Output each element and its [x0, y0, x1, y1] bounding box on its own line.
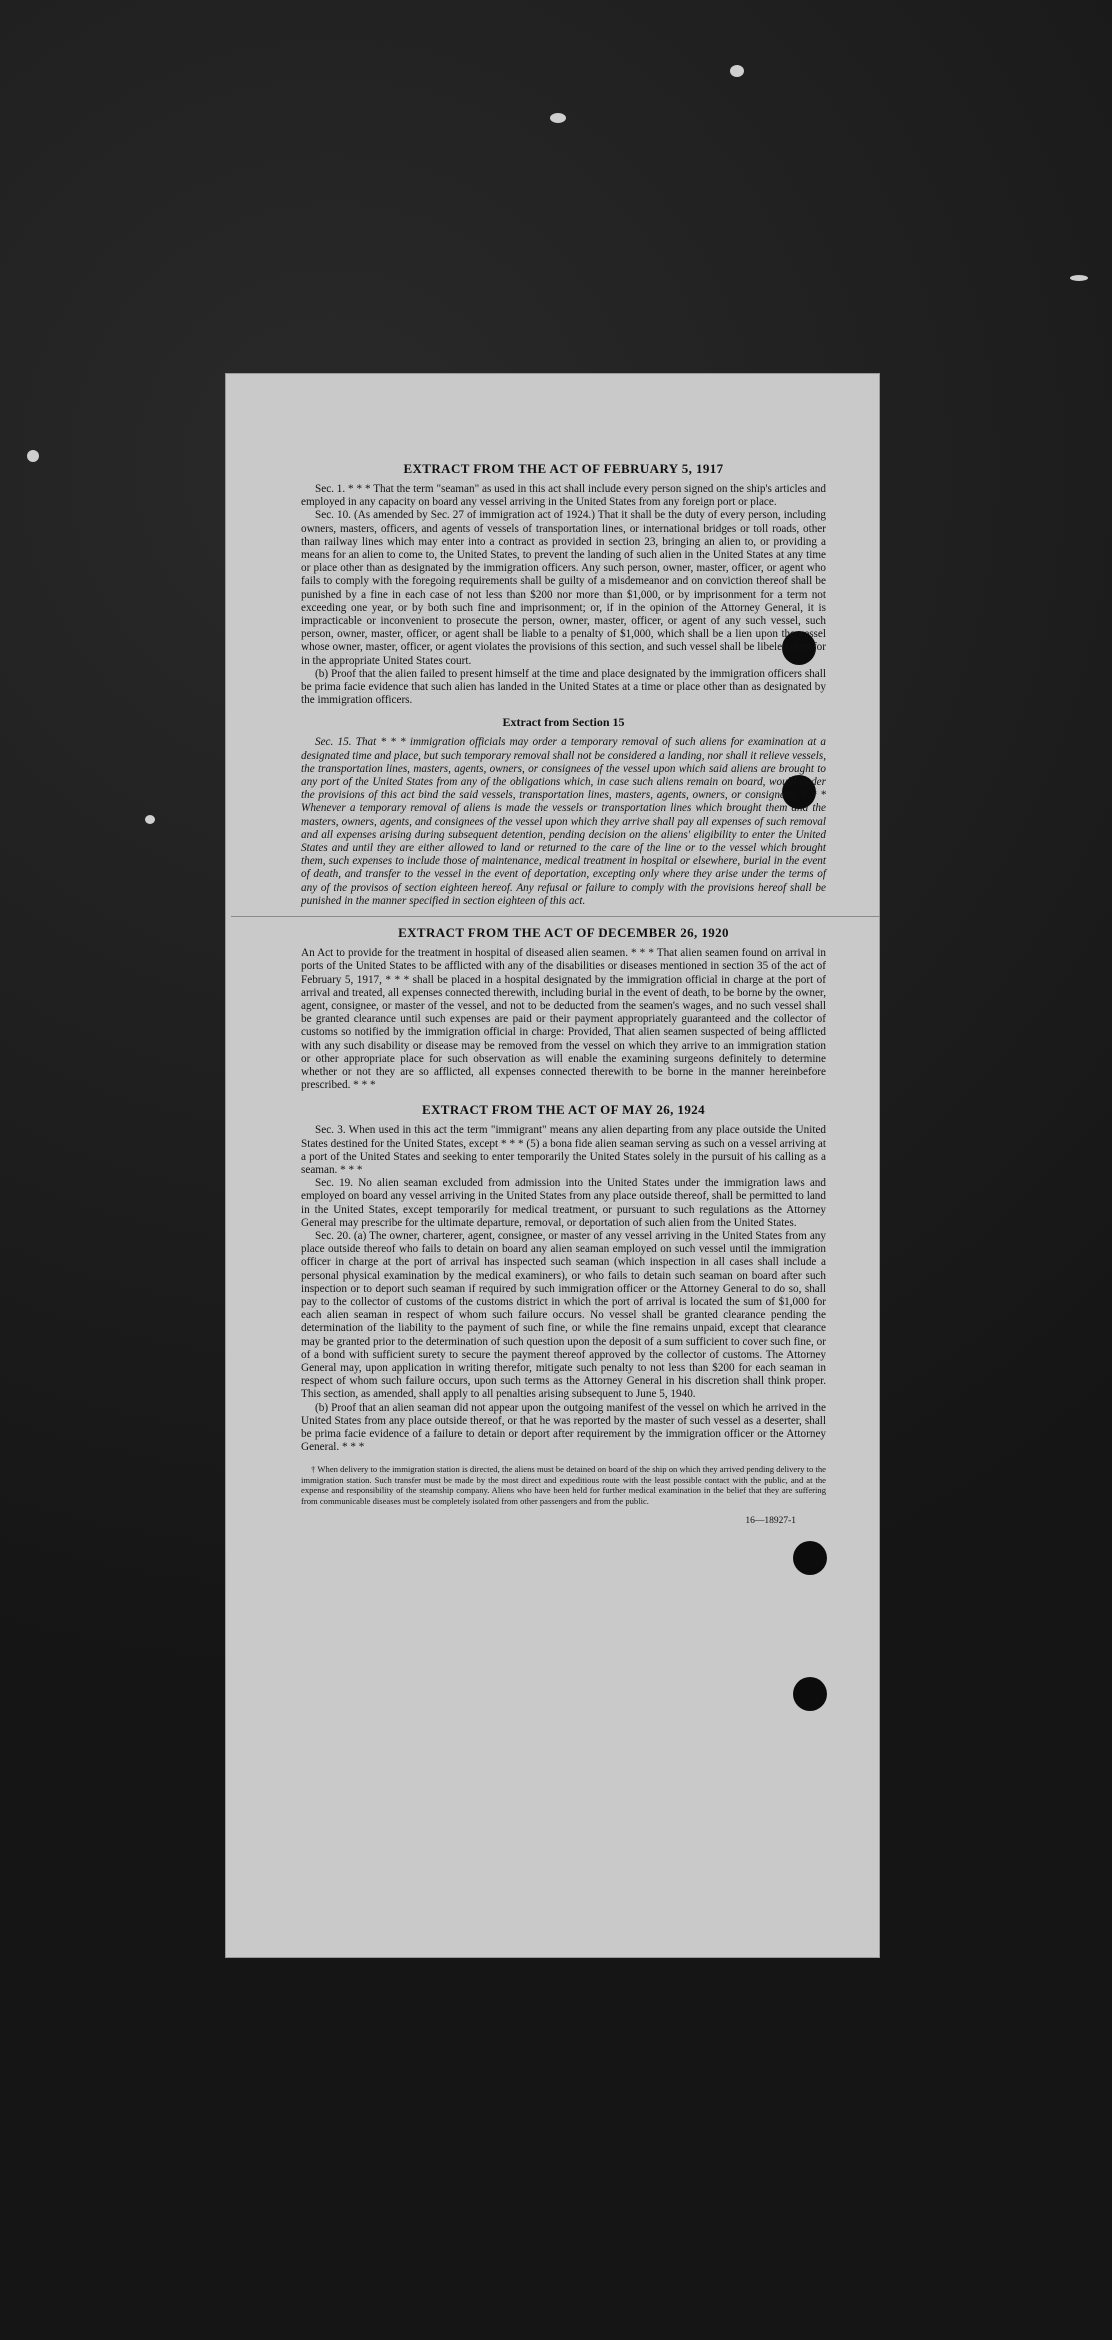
paragraph-act-1920: An Act to provide for the treatment in hospital of diseased alien seamen. * * * That alien seamen found on arrival in ports of the United States to be afflicted with any of the disabilities or diseases mentioned in section 35 of the act of February 5, 1917, * * * shall be placed in a hospital designated by the immigration official in charge at the port of arrival and treated, all expenses connected therewith, including burial in the event of death, to be borne by the owner, agent, consignee, or master of the vessel, and not to be deducted from the seamen's wages, and no such vessel shall be granted clearance until such expenses are paid or their payment appropriately guaranteed and the collector of customs so notified by the immigration official in charge: Provided, That alien seamen suspected of being afflicted with any such disability or disease may be removed from the vessel on which they arrive to an immigration station or other appropriate place for such observation as will enable the examining surgeons definitely to determine whether or not they are so afflicted, all expenses connected therewith to be borne in the manner hereinbefore prescribed. * * * [301, 947, 826, 1092]
punch-hole [793, 1677, 827, 1711]
paragraph-sec10b: (b) Proof that the alien failed to present himself at the time and place designated by the immigration officers shall be prima facie evidence that such alien has landed in the United States at a time or place other than as designated by the immigration officers. [301, 667, 826, 707]
section-15-block [301, 736, 826, 908]
paragraph-sec3: Sec. 3. When used in this act the term "immigrant" means any alien departing from any place outside the United States destined for the United States, except * * * (5) a bona fide alien seaman serving as such on a vessel arriving at a port of the United States and seeking to enter temporarily the United States solely in the pursuit of his calling as a seaman. * * * [301, 1124, 826, 1176]
heading-act-1917: EXTRACT FROM THE ACT OF FEBRUARY 5, 1917 [403, 461, 724, 476]
scan-dust-speck [1070, 275, 1088, 281]
scan-dust-speck [145, 815, 155, 824]
fold-line [231, 916, 880, 917]
heading-act-1924: EXTRACT FROM THE ACT OF MAY 26, 1924 [421, 1102, 706, 1118]
paragraph-sec20a: Sec. 20. (a) The owner, charterer, agent, consignee, or master of any vessel arriving in the United States from any place outside thereof who fails to detain on board any alien seaman employed on such vessel until the immigration officer in charge at the port of arrival has inspected such seaman (which inspection in all cases shall include a personal physical examination by the medical examiners), or who fails to detain such seaman on board after such inspection or to deport such seaman if required by such immigration officer or the Attorney General to do so, shall pay to the collector of customs of the customs district in which the port of arrival is located the sum of $1,000 for each alien seaman in respect of whom such failure occurs. No vessel shall be granted clearance pending the determination of the liability to the payment of such fine, or while the fine remains unpaid, except that clearance may be granted prior to the determination of such question upon the deposit of a sum sufficient to cover such fine, or of a bond with sufficient surety to secure the payment thereof approved by the collector of customs. The Attorney General may, upon application in writing therefor, mitigate such penalty to not less than $200 for each seaman in respect of whom such failure occurs, upon such terms as the Attorney General in his discretion shall think proper. This section, as amended, shall apply to all penalties arising subsequent to June 5, 1940. [301, 1229, 826, 1401]
subheading-section-15: Extract from Section 15 [502, 715, 625, 730]
paragraph-sec15: Sec. 15. That * * * immigration officials may order a temporary removal of such aliens for examination at a designated time and place, but such temporary removal shall not be considered a landing, nor shall it relieve vessels, the transportation lines, masters, agents, owners, or consignees of the vessel upon which said aliens are brought to any port of the United States from any of the obligations which, in case such aliens remain on board, would under the provisions of this act bind the said vessels, transportation lines, masters, agents, owners, or consignees: * * * Whenever a temporary removal of aliens is made the vessels or transportation lines which brought them and the masters, owners, agents, and consignees of the vessel upon which they arrive shall pay all expenses of such removal and all expenses arising during subsequent detention, pending decision on the aliens' eligibility to enter the United States and until they are either allowed to land or returned to the care of the line or to the vessel which brought them, such expenses to include those of maintenance, medical treatment in hospital or elsewhere, burial in the event of death, and transfer to the vessel in the event of deportation, excepting only where they arise under the terms of any of the provisos of section eighteen hereof. Any refusal or failure to comply with the provisions hereof shall be punished in the manner specified in section eighteen of this act. [301, 736, 826, 907]
scan-dust-speck [730, 65, 744, 77]
scan-dust-speck [550, 113, 566, 123]
paragraph-sec19: Sec. 19. No alien seaman excluded from admission into the United States under the immigration laws and employed on board any vessel arriving in the United States from any place outside thereof, shall be permitted to land in the United States, except temporarily for medical treatment, or pursuant to such regulations as the Attorney General may prescribe for the ultimate departure, removal, or deportation of such alien from the United States. [301, 1177, 826, 1229]
paragraph-sec20b: (b) Proof that an alien seaman did not appear upon the outgoing manifest of the vessel on which he arrived in the United States from any place outside thereof, or that he was reported by the master of such vessel as a deserter, shall be prima facie evidence of a failure to detain or deport after requirement by the immigration officer or the Attorney General. * * * [301, 1401, 826, 1454]
paragraph-sec10: Sec. 10. (As amended by Sec. 27 of immigration act of 1924.) That it shall be the duty of every person, including owners, masters, officers, and agents of vessels of transportation lines, or international bridges or toll roads, other than railway lines which may enter into a contract as provided in section 23, bringing an alien to, or providing a means for an alien to come to, the United States, to prevent the landing of such alien in the United States at any time or place other than as designated by the immigration officers. Any such person, owner, master, officer, or agent who fails to comply with the foregoing requirements shall be guilty of a misdemeanor and on conviction thereof shall be punished by a fine in each case of not less than $200 nor more than $1,000, or by imprisonment for a term not exceeding one year, or by both such fine and imprisonment; or, if in the opinion of the Attorney General, it is impracticable or inconvenient to prosecute the person, owner, master, officer, or agent of any such vessel, such person, owner, master, officer, or agent shall be liable to a penalty of $1,000, which shall be a lien upon the vessel whose owner, master, officer, or agent violates the provisions of this section, and such vessel shall be libeled therefor in the appropriate United States court. [301, 509, 826, 667]
document-page [225, 373, 880, 1958]
heading-act-1920: EXTRACT FROM THE ACT OF DECEMBER 26, 1920 [398, 925, 729, 941]
footnote: † When delivery to the immigration station is directed, the aliens must be detained on board of the ship on which they arrived pending delivery to the immigration station. Such transfer must be made by the most direct and expeditious route with the least possible contact with the public, and at the expense and responsibility of the steamship company. Aliens who have been held for further medical examination in the belief that they are suffering from communicable diseases must be completely isolated from other passengers and from the public. [301, 1464, 826, 1506]
scan-dust-speck [27, 450, 39, 462]
document-body [301, 461, 826, 1526]
punch-hole [793, 1541, 827, 1575]
form-number: 16—18927-1 [745, 1516, 796, 1527]
paragraph-sec1: Sec. 1. * * * That the term "seaman" as used in this act shall include every person signed on the ship's articles and employed in any capacity on board any vessel arriving in the United States from any foreign port or place. [301, 483, 826, 509]
